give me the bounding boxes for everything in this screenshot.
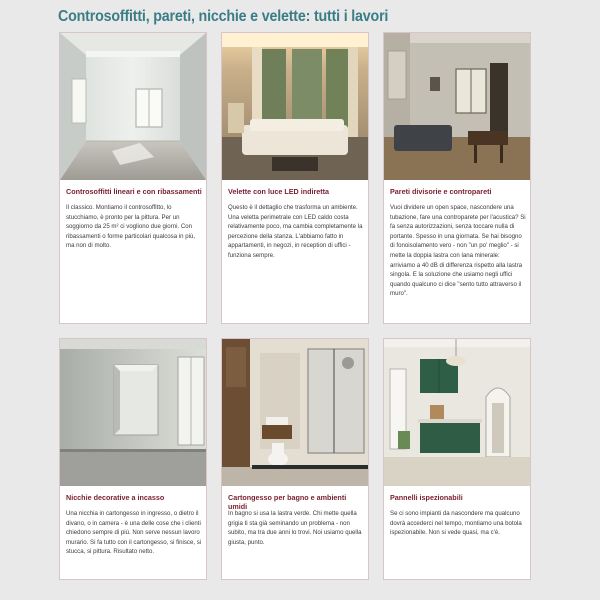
card-title: Controsoffitti lineari e con ribassamenti xyxy=(66,187,202,196)
living-room-led-photo xyxy=(222,33,368,180)
card-text: Se ci sono impianti da nascondere ma qualcuno dovrà accederci nel tempo, montiamo una botola ispezionabile. Non si vede quasi, ma c'è. xyxy=(390,510,522,537)
card-title: Nicchie decorative a incasso xyxy=(66,493,165,502)
service-card-velette xyxy=(221,32,369,324)
page-title: Controsoffitti, pareti, nicchie e velette: tutti i lavori xyxy=(58,8,389,25)
service-card-pannelli xyxy=(383,338,531,580)
card-title: Pareti divisorie e contropareti xyxy=(390,187,492,196)
service-card-pareti xyxy=(383,32,531,324)
partition-room-photo xyxy=(384,33,530,180)
service-card-bagno xyxy=(221,338,369,580)
wall-niche-photo xyxy=(60,339,206,486)
card-title: Velette con luce LED indiretta xyxy=(228,187,330,196)
card-title: Pannelli ispezionabili xyxy=(390,493,463,502)
card-title: Cartongesso per bagno e ambienti umidi xyxy=(228,493,347,511)
empty-room-ceiling-photo xyxy=(60,33,206,180)
service-card-controsoffitti xyxy=(59,32,207,324)
card-text: Il classico. Montiamo il controsoffitto, lo stucchiamo, è pronto per la pittura. Per un soggiorno da 25 m² ci vogliono due giorni. Con ribassamenti o forme particolari qualcosa in più, ma non di molto. xyxy=(66,204,196,250)
bathroom-photo xyxy=(222,339,368,486)
kitchen-inspection-photo xyxy=(384,339,530,486)
card-text: Una nicchia in cartongesso in ingresso, o dietro il divano, o in camera - è una delle cose che i clienti chiedono sempre di più. Non serve nessun lavoro murario. Si fa tutto con il cartongesso, si finisce, si stucca, si pittura. Risultato netto. xyxy=(66,510,202,556)
card-text: In bagno si usa la lastra verde. Chi mette quella grigia ti sta già seminando un problema - non subito, ma tra due anni lo trovi. Noi usiamo quella giusta, punto. xyxy=(228,510,362,546)
service-card-nicchie xyxy=(59,338,207,580)
card-text: Vuoi dividere un open space, nascondere una tubazione, fare una controparete per l'acustica? Si fa senza autorizzazioni, senza toccare nulla di portante. Spesso in una giornata. Se hai bisogno di fonoisolamento vero - non "un po' meglio" - si mette la doppia lastra con lana minerale: arriviamo a 40 dB di differenza rispetto alla lastra singola. E la soluzione che usiamo negli uffici quando qualcuno ci dice "sento tutto attraverso il muro". xyxy=(390,204,526,298)
card-text: Questo è il dettaglio che trasforma un ambiente. Una veletta perimetrale con LED caldo costa relativamente poco, ma cambia completamente la percezione della stanza. L'abbiamo fatto in appartamenti, in negozi, in reception di uffici - funziona sempre. xyxy=(228,204,363,259)
